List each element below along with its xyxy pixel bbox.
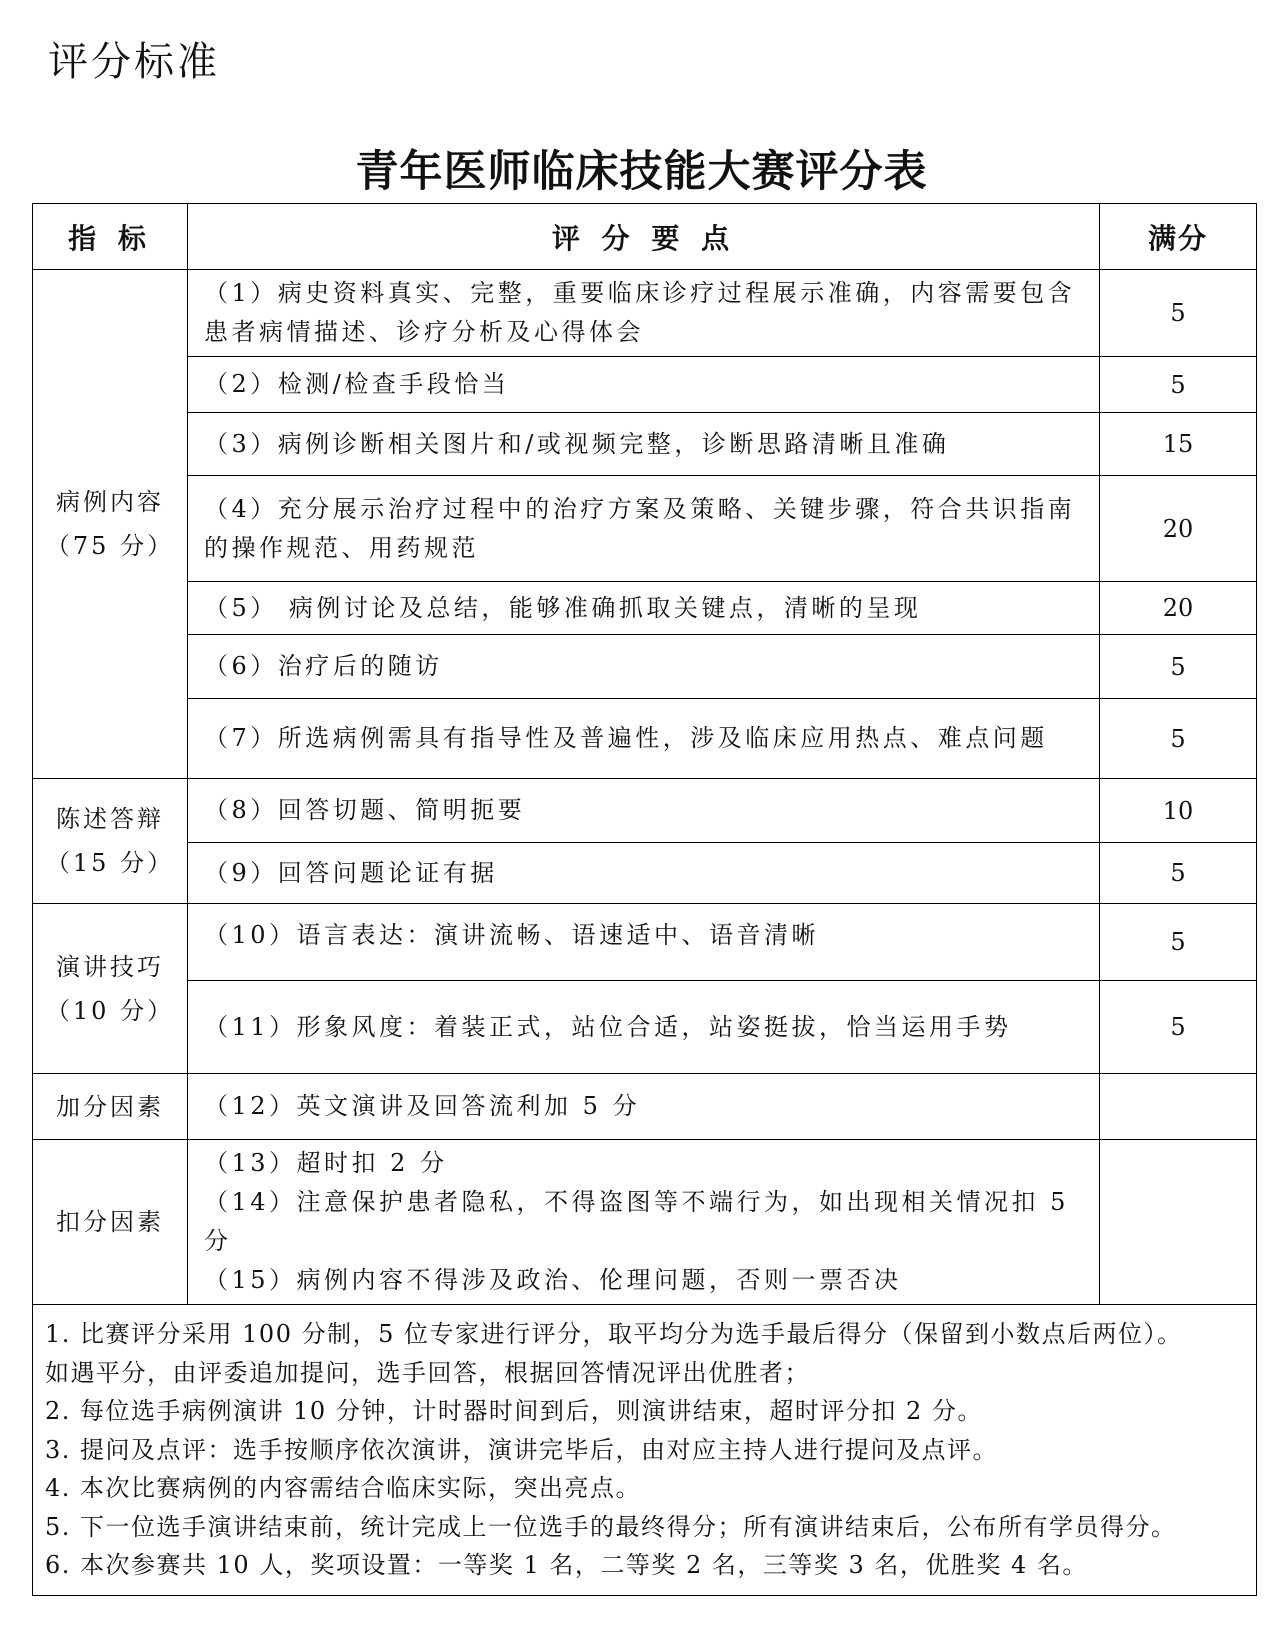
max-score [1100,1074,1257,1140]
point-text: （5） 病例讨论及总结，能够准确抓取关键点，清晰的呈现 [188,582,1100,635]
max-score: 15 [1100,413,1257,476]
deduction-item: （15）病例内容不得涉及政治、伦理问题，否则一票否决 [204,1266,902,1294]
header-points: 评 分 要 点 [188,204,1100,270]
group-defense-name: 陈述答辩 [56,805,164,833]
scoring-table [32,203,1257,1596]
point-text: （3）病例诊断相关图片和/或视频完整，诊断思路清晰且准确 [188,413,1100,476]
note-line: 6. 本次参赛共 10 人，奖项设置：一等奖 1 名，二等奖 2 名，三等奖 3 名，优胜奖 4 名。 [45,1551,1088,1579]
max-score: 10 [1100,779,1257,843]
table-row [33,582,1257,635]
point-text: （7）所选病例需具有指导性及普遍性，涉及临床应用热点、难点问题 [188,699,1100,779]
group-speech [33,904,188,1074]
group-speech-score: （10 分） [45,996,175,1025]
group-case-score: （75 分） [45,532,175,560]
table-row [33,635,1257,699]
deduction-item: （13）超时扣 2 分 [204,1149,448,1177]
deduction-item: （14）注意保护患者隐私，不得盗图等不端行为，如出现相关情况扣 5 分 [204,1188,1069,1255]
point-text: （2）检测/检查手段恰当 [188,357,1100,413]
group-speech-name: 演讲技巧 [56,952,164,981]
table-row [33,904,1257,981]
group-case [33,270,188,779]
note-line: 2. 每位选手病例演讲 10 分钟，计时器时间到后，则演讲结束，超时评分扣 2 分。 [45,1397,983,1425]
max-score: 20 [1100,476,1257,582]
note-line: 3. 提问及点评：选手按顺序依次演讲，演讲完毕后，由对应主持人进行提问及点评。 [45,1435,999,1464]
group-deduction-name: 扣分因素 [56,1208,164,1236]
point-text: （4）充分展示治疗过程中的治疗方案及策略、关键步骤，符合共识指南的操作规范、用药规范 [188,476,1100,582]
max-score: 5 [1100,699,1257,779]
note-line: 1. 比赛评分采用 100 分制，5 位专家进行评分，取平均分为选手最后得分（保留到小数点后两位）。 [45,1320,1183,1348]
point-text: （1）病史资料真实、完整，重要临床诊疗过程展示准确，内容需要包含患者病情描述、诊疗分析及心得体会 [188,270,1100,357]
table-row [33,1140,1257,1305]
group-defense-score: （15 分） [45,849,175,877]
table-row [33,270,1257,357]
table-row [33,476,1257,582]
note-line: 5. 下一位选手演讲结束前，统计完成上一位选手的最终得分；所有演讲结束后，公布所有学员得分。 [45,1512,1177,1541]
group-defense [33,779,188,904]
max-score: 5 [1100,635,1257,699]
table-row [33,843,1257,904]
point-text: （6）治疗后的随访 [188,635,1100,699]
header-max: 满分 [1100,204,1257,270]
point-text: （8）回答切题、简明扼要 [188,779,1100,843]
group-deduction [33,1140,188,1305]
header-indicator: 指 标 [33,204,188,270]
table-row [33,357,1257,413]
table-row [33,779,1257,843]
table-row [33,1074,1257,1140]
max-score [1100,1140,1257,1305]
max-score: 5 [1100,270,1257,357]
point-text: （12）英文演讲及回答流利加 5 分 [188,1074,1100,1140]
group-case-name: 病例内容 [56,488,164,516]
document-title: 青年医师临床技能大赛评分表 [355,147,928,197]
section-label: 评分标准 [48,39,220,85]
max-score: 5 [1100,981,1257,1074]
table-header-row [33,204,1257,270]
table-row [33,981,1257,1074]
max-score: 20 [1100,582,1257,635]
max-score: 5 [1100,357,1257,413]
note-line: 4. 本次比赛病例的内容需结合临床实际，突出亮点。 [45,1474,642,1502]
group-bonus-name: 加分因素 [56,1092,164,1121]
notes-cell [33,1305,1257,1596]
deduction-list [188,1140,1100,1305]
max-score: 5 [1100,904,1257,981]
max-score: 5 [1100,843,1257,904]
point-text: （9）回答问题论证有据 [188,843,1100,904]
point-text: （11）形象风度：着装正式，站位合适，站姿挺拔，恰当运用手势 [188,981,1100,1074]
group-bonus [33,1074,188,1140]
point-text: （10）语言表达：演讲流畅、语速适中、语音清晰 [188,904,1100,981]
notes-row [33,1305,1257,1596]
note-line: 如遇平分，由评委追加提问，选手回答，根据回答情况评出优胜者； [45,1358,810,1387]
table-row [33,699,1257,779]
table-row [33,413,1257,476]
